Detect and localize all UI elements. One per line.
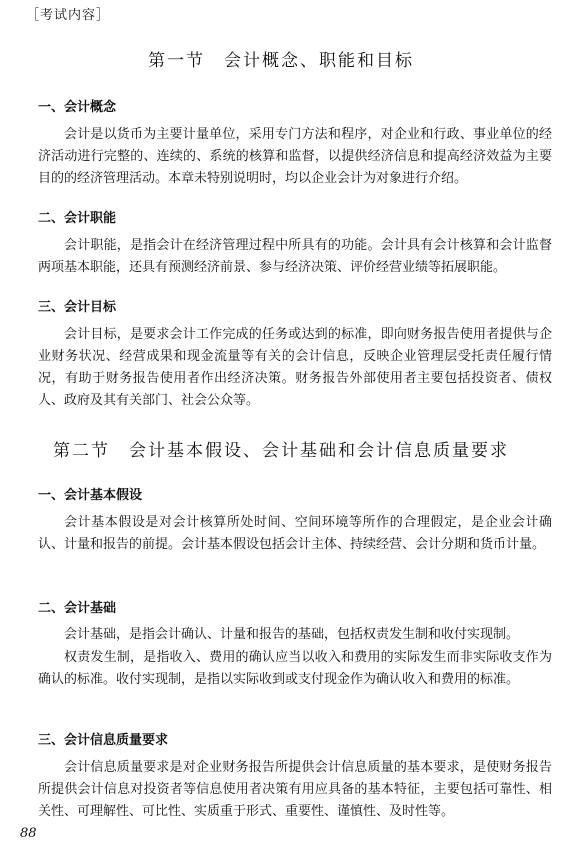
section-2-paragraph-assumptions: 会计基本假设是对会计核算所处时间、空间环境等所作的合理假定，是企业会计确认、计量和报告的前提。会计基本假设包括会计主体、持续经营、会计分期和货币计量。 bbox=[38, 515, 552, 552]
section-2-heading-assumptions: 一、会计基本假设 bbox=[38, 488, 143, 503]
section-1-paragraph-concept: 会计是以货币为主要计量单位，采用专门方法和程序，对企业和行政、事业单位的经济活动进行完整的、连续的、系统的核算和监督，以提供经济信息和提高经济效益为主要目的的经济管理活动。本章未特别说明时，均以企业会计为对象进行介绍。 bbox=[38, 127, 552, 186]
section-2-paragraph-quality: 会计信息质量要求是对企业财务报告所提供会计信息质量的基本要求，是使财务报告所提供会计信息对投资者等信息使用者决策有用应具备的基本特征，主要包括可靠性、相关性、可理解性、可比性、实质重于形式、重要性、谨慎性、及时性等。 bbox=[38, 760, 552, 819]
exam-content-tag: ［考试内容］ bbox=[26, 8, 111, 23]
section-2-heading-basis: 二、会计基础 bbox=[38, 601, 117, 616]
section-2-heading-quality: 三、会计信息质量要求 bbox=[38, 733, 169, 748]
section-2-paragraph-basis: 会计基础，是指会计确认、计量和报告的基础，包括权责发生制和收付实现制。 bbox=[64, 627, 520, 642]
section-1-heading-concept: 一、会计概念 bbox=[38, 100, 117, 115]
section-1-heading-function: 二、会计职能 bbox=[38, 211, 117, 226]
section-1-heading-objective: 三、会计目标 bbox=[38, 300, 117, 315]
section-1-paragraph-objective: 会计目标，是要求会计工作完成的任务或达到的标准，即向财务报告使用者提供与企业财务状况、经营成果和现金流量等有关的会计信息，反映企业管理层受托责任履行情况，有助于财务报告使用者作出经济决策。财务报告外部使用者主要包括投资者、债权人、政府及其有关部门、社会公众等。 bbox=[38, 327, 552, 408]
section-1-paragraph-function: 会计职能，是指会计在经济管理过程中所具有的功能。会计具有会计核算和会计监督两项基本职能，还具有预测经济前景、参与经济决策、评价经营业绩等拓展职能。 bbox=[38, 238, 552, 275]
section-2-paragraph-accrual: 权责发生制，是指收入、费用的确认应当以收入和费用的实际发生而非实际收支作为确认的标准。收付实现制，是指以实际收到或支付现金作为确认收入和费用的标准。 bbox=[38, 650, 552, 687]
page-number: 88 bbox=[20, 826, 37, 841]
section-1-title: 第一节 会计概念、职能和目标 bbox=[148, 51, 414, 71]
section-2-title: 第二节 会计基本假设、会计基础和会计信息质量要求 bbox=[53, 441, 509, 461]
